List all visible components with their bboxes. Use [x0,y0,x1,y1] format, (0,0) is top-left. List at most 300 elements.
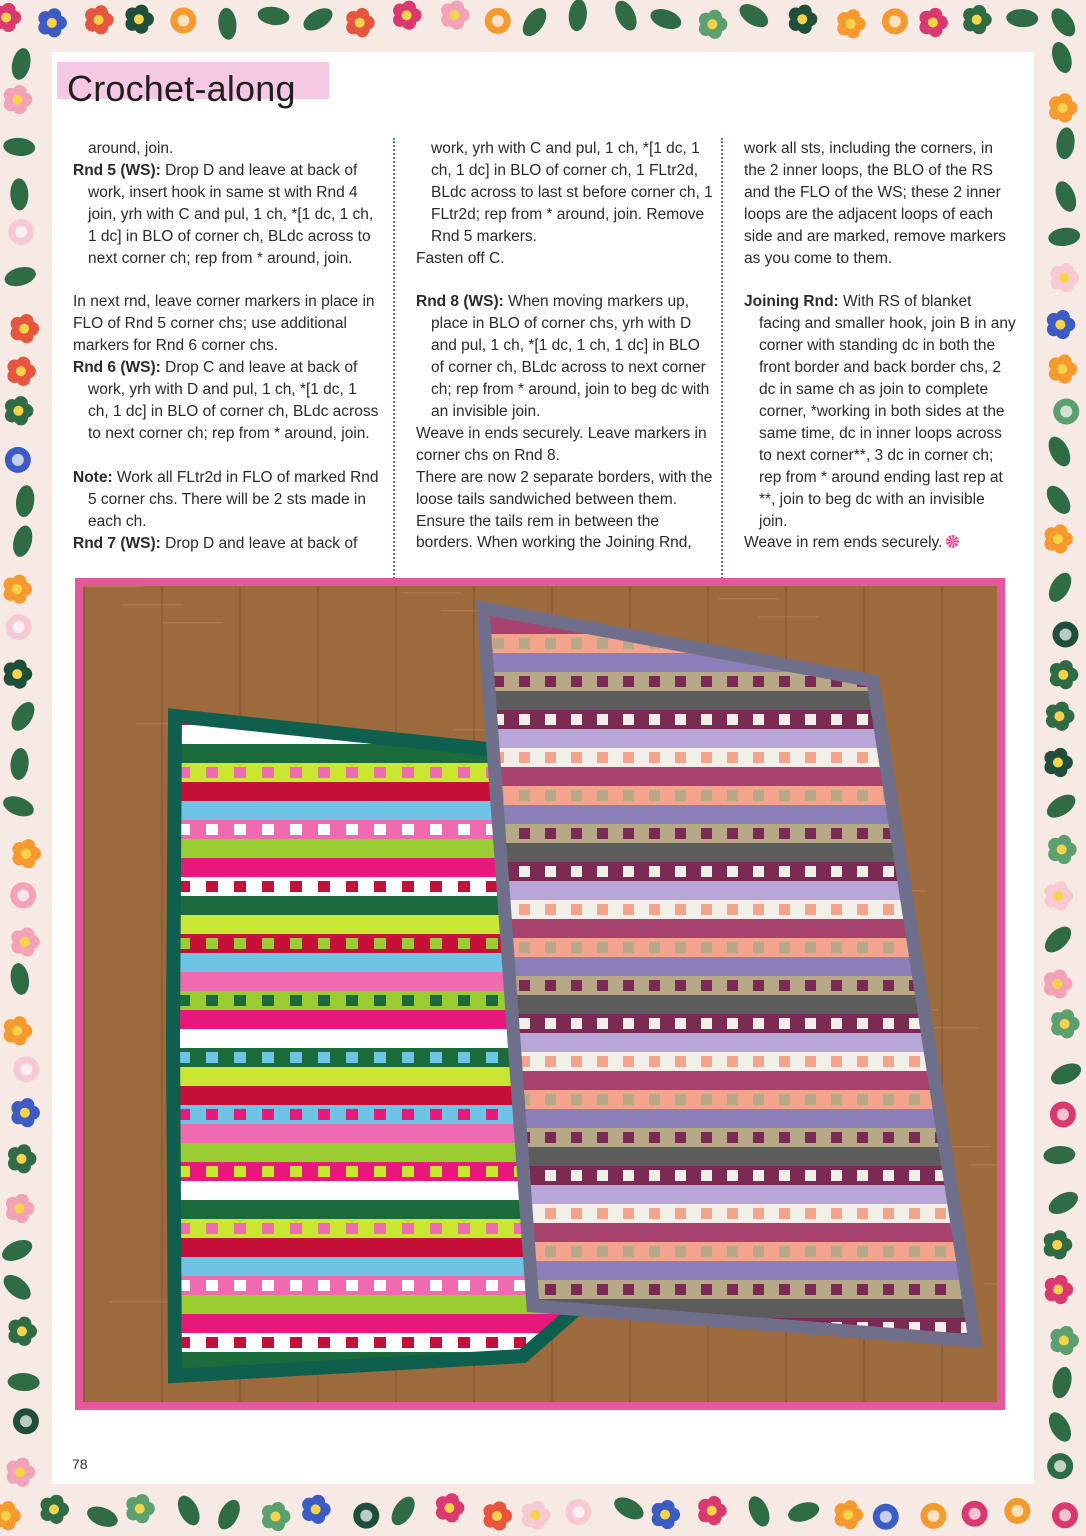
right-blanket-motif [571,752,582,763]
right-blanket-motif [701,942,712,953]
right-blanket-motif [727,1170,738,1181]
paragraph-gap [744,269,1016,291]
right-blanket-motif [597,904,608,915]
right-blanket-motif [805,1170,816,1181]
flower-center-icon [1057,364,1067,374]
right-blanket-stripe [473,995,993,1014]
right-blanket-motif [519,828,530,839]
round-label: Rnd 5 (WS): [73,161,161,179]
right-blanket-motif [571,1246,582,1257]
instruction-paragraph [73,533,381,555]
right-blanket-motif [753,904,764,915]
right-blanket-motif [597,1284,608,1295]
page-title: Crochet-along [67,68,296,109]
flower-center-icon [1,1511,11,1521]
leaf-icon [1048,40,1075,76]
right-blanket-motif [935,1208,946,1219]
right-blanket-motif [623,714,634,725]
right-blanket-motif [857,790,868,801]
right-blanket-motif [701,790,712,801]
left-blanket-motif [486,995,498,1006]
right-blanket-motif [779,942,790,953]
column-divider [393,138,395,598]
right-blanket-motif [753,1018,764,1029]
wood-grain [163,622,223,624]
right-blanket-motif [597,1170,608,1181]
right-blanket-motif [519,866,530,877]
left-blanket-motif [374,1166,386,1177]
right-blanket-motif [909,1170,920,1181]
right-blanket-motif [597,676,608,687]
right-blanket-motif [805,1018,816,1029]
flower-center-icon [1059,1335,1069,1345]
leaf-icon [0,792,36,820]
right-blanket-motif [779,1246,790,1257]
wood-grain [984,1283,997,1285]
left-blanket-motif [234,1337,246,1348]
right-blanket-motif [753,942,764,953]
leaf-icon [8,962,31,996]
right-blanket-motif [857,1132,868,1143]
right-blanket-motif [831,1018,842,1029]
right-blanket-motif [727,1094,738,1105]
right-blanket-motif [545,676,556,687]
right-blanket-motif [571,714,582,725]
right-blanket-motif [649,942,660,953]
right-blanket-motif [649,1246,660,1257]
leaf-icon [786,1499,822,1526]
right-blanket-motif [649,714,660,725]
end-of-article-icon [946,535,959,548]
leaf-icon [1040,922,1076,957]
instruction-text: Drop D and leave at back of [160,534,358,552]
right-blanket-motif [779,904,790,915]
wood-grain [110,1301,170,1303]
right-blanket-motif [805,980,816,991]
flower-center-icon [1055,320,1065,330]
right-blanket-motif [545,1018,556,1029]
flower-center-icon [1053,534,1063,544]
right-blanket-motif [857,1284,868,1295]
flower-bud-center-icon [880,1511,892,1523]
left-blanket-motif [206,1337,218,1348]
right-blanket-motif [675,1094,686,1105]
leaf-icon [744,1493,773,1529]
right-blanket-motif [571,904,582,915]
right-blanket-motif [545,1208,556,1219]
left-blanket-motif [206,1166,218,1177]
right-blanket-motif [831,980,842,991]
right-blanket-motif [519,790,530,801]
flower-bud-center-icon [927,1510,939,1522]
left-blanket-motif [318,938,330,949]
left-blanket-motif [402,1166,414,1177]
left-blanket-motif [402,1280,414,1291]
right-blanket-motif [571,1056,582,1067]
right-blanket-motif [857,752,868,763]
leaf-icon [10,178,29,211]
left-blanket-motif [206,767,218,778]
right-blanket-motif [701,980,712,991]
leaf-icon [214,1496,245,1533]
text-column-3 [744,138,1016,554]
left-blanket-motif [402,881,414,892]
right-blanket-motif [597,1094,608,1105]
right-blanket-motif [857,904,868,915]
right-blanket-motif [883,1056,894,1067]
left-blanket-motif [290,824,302,835]
left-blanket-motif [486,1109,498,1120]
left-blanket-motif [374,1280,386,1291]
floor-plank-line [83,586,85,1402]
leaf-icon [256,5,290,27]
left-blanket-motif [458,1166,470,1177]
flower-center-icon [530,1510,540,1520]
left-blanket-motif [402,1223,414,1234]
flower-center-icon [1058,103,1068,113]
left-blanket-motif [458,881,470,892]
right-blanket-motif [753,828,764,839]
left-blanket-motif [402,767,414,778]
right-blanket-motif [805,752,816,763]
right-blanket-motif [831,752,842,763]
instruction-text: work all sts, including the corners, in the 2 inner loops, the BLO of the RS and the FLO of the WS; these 2 inner loops are the adjacent loops of each side and are marked, remove markers as you come to them. [744,140,1006,267]
left-blanket-motif [486,1166,498,1177]
flower-center-icon [660,1510,670,1520]
left-blanket-motif [318,1109,330,1120]
left-blanket-motif [346,1052,358,1063]
right-blanket-motif [805,676,816,687]
right-blanket-motif [857,1094,868,1105]
left-blanket-motif [402,1052,414,1063]
flower-center-icon [49,1504,59,1514]
leaf-icon [1044,1409,1075,1446]
left-blanket-motif [206,1109,218,1120]
instruction-paragraph [73,467,381,533]
right-blanket-motif [545,1132,556,1143]
leaf-icon [10,523,36,559]
instruction-text: With RS of blanket facing and smaller hook, join B in any corner with standing dc in both the front border and back border chs, 2 dc in same ch as join to complete corner, *working in both sides at the same time, dc in inner loops across to next corner**, 3 dc in corner ch; rep from * around ending last rep at **, join to beg dc with an invisible join. [759,293,1016,530]
right-blanket-motif [727,1284,738,1295]
right-blanket-motif [571,1094,582,1105]
instruction-paragraph [416,248,714,270]
left-blanket-motif [374,938,386,949]
right-blanket-motif [571,1132,582,1143]
right-blanket-motif [753,1284,764,1295]
flower-center-icon [1053,891,1063,901]
leaf-icon [1048,1059,1085,1088]
left-blanket-motif [234,1166,246,1177]
right-blanket-motif [623,752,634,763]
right-blanket-motif [519,638,530,649]
right-blanket-motif [857,980,868,991]
flower-bud-center-icon [360,1510,372,1522]
right-blanket-motif [571,1018,582,1029]
left-blanket-motif [346,1280,358,1291]
right-blanket-motif [857,1170,868,1181]
flower-center-icon [21,849,31,859]
title-band [57,62,329,109]
right-blanket-motif [571,1284,582,1295]
right-blanket-motif [675,1284,686,1295]
right-blanket-motif [805,942,816,953]
right-blanket-motif [883,1170,894,1181]
left-blanket-motif [290,767,302,778]
leaf-icon [1006,8,1039,28]
left-blanket-motif [290,1109,302,1120]
left-blanket-motif [234,1109,246,1120]
right-blanket-motif [597,1018,608,1029]
right-blanket-motif [831,828,842,839]
right-blanket-motif [727,1246,738,1257]
instruction-paragraph [744,138,1016,269]
right-blanket-motif [571,942,582,953]
left-blanket-motif [318,767,330,778]
leaf-icon [611,0,641,34]
right-blanket-motif [649,1094,660,1105]
right-blanket-motif [831,1056,842,1067]
right-blanket-motif [545,1246,556,1257]
right-blanket-motif [545,1094,556,1105]
right-blanket-motif [597,714,608,725]
flower-center-icon [1,12,11,22]
left-blanket-motif [486,1337,498,1348]
flower-center-icon [402,10,412,20]
flower-center-icon [846,19,856,29]
flower-center-icon [972,15,982,25]
flower-center-icon [492,1511,502,1521]
right-blanket-motif [883,1018,894,1029]
flower-center-icon [1053,758,1063,768]
right-blanket-motif [831,942,842,953]
right-blanket-motif [701,1284,712,1295]
left-blanket-motif [318,1223,330,1234]
left-blanket-motif [346,938,358,949]
right-blanket-motif [519,942,530,953]
left-blanket-motif [374,881,386,892]
left-blanket-motif [374,824,386,835]
flower-bud-center-icon [177,14,189,26]
flower-center-icon [15,1467,25,1477]
right-blanket-motif [623,828,634,839]
right-blanket-motif [545,752,556,763]
right-blanket-motif [675,942,686,953]
left-blanket-motif [486,1280,498,1291]
right-blanket-motif [597,1132,608,1143]
right-blanket-motif [753,714,764,725]
instruction-text: Fasten off C. [416,249,505,267]
left-blanket-motif [374,995,386,1006]
left-blanket-motif [262,767,274,778]
flower-center-icon [1052,979,1062,989]
flower-center-icon [1057,845,1067,855]
right-blanket-motif [727,904,738,915]
right-blanket-motif [753,980,764,991]
flower-bud-center-icon [572,1506,584,1518]
right-blanket-motif [519,714,530,725]
flower-bud-center-icon [12,454,24,466]
left-blanket-motif [458,1337,470,1348]
left-blanket-motif [318,881,330,892]
flower-center-icon [16,1154,26,1164]
left-blanket-motif [262,1280,274,1291]
left-blanket-motif [290,1052,302,1063]
leaf-icon [2,264,38,290]
flower-center-icon [20,1108,30,1118]
wood-grain [401,592,461,594]
right-blanket-motif [909,1094,920,1105]
leaf-icon [7,698,39,735]
right-blanket-motif [597,866,608,877]
page-number: 78 [72,1456,88,1472]
right-blanket-motif [675,752,686,763]
wood-grain [83,586,143,588]
left-blanket-motif [290,995,302,1006]
flower-center-icon [12,1026,22,1036]
right-blanket-motif [779,790,790,801]
right-blanket-motif [883,942,894,953]
left-blanket-motif [430,881,442,892]
leaf-icon [14,484,36,518]
left-blanket-motif [290,881,302,892]
right-blanket-motif [597,828,608,839]
right-blanket-motif [649,1132,660,1143]
right-blanket-motif [597,790,608,801]
left-blanket-motif [262,1223,274,1234]
left-blanket-motif [318,824,330,835]
left-blanket-motif [430,824,442,835]
leaf-icon [217,7,238,41]
right-blanket-motif [883,1208,894,1219]
right-blanket-motif [545,904,556,915]
round-label: Note: [73,468,113,486]
right-blanket-motif [623,1094,634,1105]
right-blanket-motif [701,828,712,839]
right-blanket-motif [805,1284,816,1295]
crochet-blankets-photo [83,586,997,1402]
right-blanket-motif [727,790,738,801]
left-blanket-motif [402,1337,414,1348]
left-blanket-motif [430,1223,442,1234]
right-blanket-motif [571,1208,582,1219]
leaf-icon [7,1372,40,1391]
left-blanket-motif [262,1166,274,1177]
right-blanket-motif [727,714,738,725]
right-blanket-motif [649,1208,660,1219]
right-blanket-motif [727,676,738,687]
leaf-icon [736,0,773,32]
right-blanket-motif [649,1170,660,1181]
right-blanket-motif [597,638,608,649]
right-blanket-motif [857,1018,868,1029]
right-blanket-motif [779,1170,790,1181]
right-blanket-motif [545,1170,556,1181]
flower-bud-center-icon [1060,405,1072,417]
right-blanket-motif [857,828,868,839]
right-blanket-motif [701,714,712,725]
flower-center-icon [13,406,23,416]
left-blanket-motif [206,1280,218,1291]
right-blanket-motif [623,1284,634,1295]
right-blanket-motif [545,942,556,953]
column-divider [721,138,723,598]
right-blanket-motif [805,1094,816,1105]
right-blanket-motif [831,714,842,725]
right-blanket-motif [883,1094,894,1105]
right-blanket-motif [649,1284,660,1295]
right-blanket-motif [701,1170,712,1181]
flower-bud-center-icon [1059,1509,1071,1521]
right-blanket-motif [727,828,738,839]
instruction-text: Drop C and leave at back of work, yrh with D and pul, 1 ch, *[1 dc, 1 ch, 1 dc] in BLO of corner ch, BLdc across to next corner ch; rep from * around, join. [88,359,379,442]
right-blanket-motif [805,1056,816,1067]
left-blanket-motif [290,1280,302,1291]
flower-center-icon [1058,670,1068,680]
instruction-text: When moving markers up, place in BLO of corner chs, yrh with D and pul, 1 ch, *[1 dc, 1 ch, 1 dc] in BLO of corner ch, BLdc across to next corner ch; rep from * around, join to beg dc with an invisible join. [431,293,710,420]
right-blanket-motif [649,904,660,915]
right-blanket-motif [909,1132,920,1143]
right-blanket-motif [519,752,530,763]
right-blanket-motif [857,714,868,725]
instruction-text: Drop D and leave at back of work, insert hook in same st with Rnd 4 join, yrh with C and pul, 1 ch, *[1 dc, 1 ch, 1 dc] in BLO of corner ch, BLdc across to next corner ch; rep from * around, join. [88,161,374,267]
flower-center-icon [12,95,22,105]
left-blanket-motif [374,1109,386,1120]
left-blanket-motif [430,938,442,949]
right-blanket-motif [545,1056,556,1067]
flower-center-icon [20,937,30,947]
left-blanket-motif [290,1166,302,1177]
right-blanket-motif [727,1018,738,1029]
flower-center-icon [270,1512,280,1522]
instruction-paragraph [744,291,1016,532]
text-column-1 [73,138,381,554]
flower-bud-center-icon [20,1415,32,1427]
right-blanket-motif [909,1246,920,1257]
right-blanket-motif [675,1246,686,1257]
flower-bud-center-icon [889,15,901,27]
right-blanket-motif [649,866,660,877]
right-blanket-motif [649,676,660,687]
left-blanket-motif [234,767,246,778]
right-blanket-motif [493,638,504,649]
right-blanket-motif [727,1132,738,1143]
right-blanket-motif [545,980,556,991]
right-blanket-motif [623,1018,634,1029]
right-blanket-stripe [473,1261,993,1280]
right-blanket-motif [727,752,738,763]
right-blanket-motif [597,1208,608,1219]
flower-bud-center-icon [1011,1505,1023,1517]
right-blanket-motif [857,1208,868,1219]
right-blanket-motif [805,714,816,725]
photo-frame [75,578,1005,1410]
leaf-icon [1043,1145,1076,1165]
right-blanket-motif [727,1056,738,1067]
left-blanket-motif [346,881,358,892]
right-blanket-motif [753,1170,764,1181]
left-blanket-motif [234,1280,246,1291]
left-blanket-motif [206,881,218,892]
right-blanket-stripe [473,1147,993,1166]
right-blanket-motif [675,980,686,991]
flower-bud-center-icon [15,226,27,238]
right-blanket-motif [883,1284,894,1295]
left-blanket-motif [234,995,246,1006]
right-blanket-motif [805,790,816,801]
right-blanket-motif [597,1246,608,1257]
right-blanket-stripe [473,1109,993,1128]
right-blanket-motif [909,1208,920,1219]
